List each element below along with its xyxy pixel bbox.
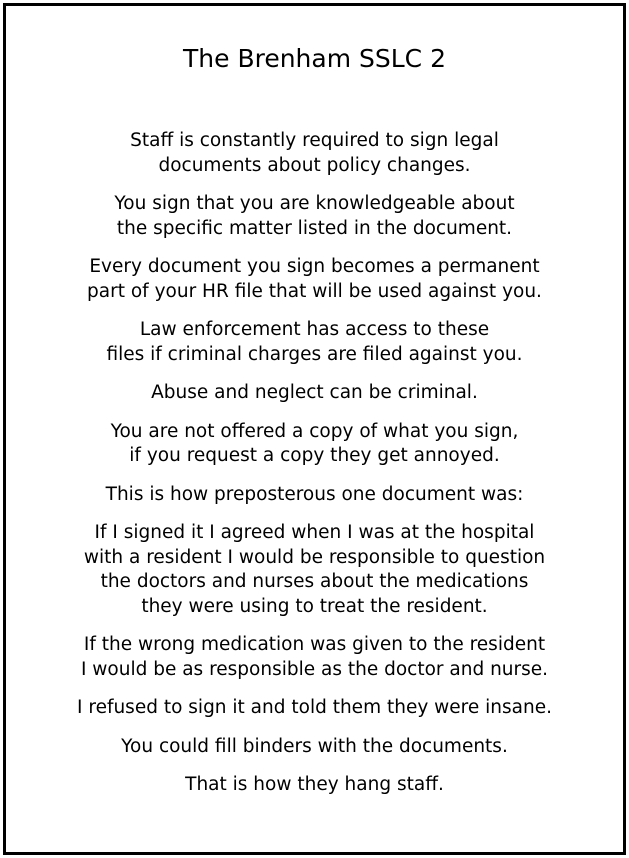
text-line: You are not offered a copy of what you sign, [110, 420, 519, 442]
text-line: the doctors and nurses about the medications [100, 571, 529, 592]
document-title: The Brenham SSLC 2 [183, 44, 446, 73]
text-line: Every document you sign becomes a permanent [89, 256, 540, 277]
paragraph [6, 192, 623, 241]
document-frame [3, 3, 626, 855]
text-line: You could fill binders with the documents. [121, 735, 508, 757]
text-line: That is how they hang staff. [185, 774, 444, 795]
text-line: You sign that you are knowledgeable about [114, 193, 515, 214]
paragraph [6, 129, 623, 178]
paragraph [6, 318, 623, 367]
text-line: If I signed it I agreed when I was at the hospital [94, 522, 535, 543]
paragraph [6, 483, 623, 508]
text-line: I refused to sign it and told them they were insane. [77, 697, 552, 718]
paragraph [6, 381, 623, 406]
paragraph [6, 633, 623, 682]
text-line: they were using to treat the resident. [141, 595, 488, 617]
text-line: If the wrong medication was given to the resident [83, 634, 546, 655]
text-line: Law enforcement has access to these [139, 319, 490, 340]
text-line: Abuse and neglect can be criminal. [151, 382, 478, 403]
paragraph [6, 255, 623, 304]
paragraph [6, 696, 623, 721]
paragraph [6, 735, 623, 760]
paragraph [6, 521, 623, 619]
text-line: with a resident I would be responsible to question [83, 546, 546, 568]
text-line: files if criminal charges are filed against you. [106, 343, 523, 365]
text-line: documents about policy changes. [158, 154, 471, 176]
paragraph [6, 420, 623, 469]
text-line: Staff is constantly required to sign legal [130, 130, 499, 151]
text-line: the specific matter listed in the document. [116, 217, 513, 239]
text-line: if you request a copy they get annoyed. [129, 445, 500, 466]
text-line: I would be as responsible as the doctor and nurse. [80, 658, 549, 680]
text-line: part of your HR file that will be used against you. [87, 280, 542, 302]
document-body [6, 129, 623, 812]
text-line: This is how preposterous one document was: [105, 483, 524, 505]
paragraph [6, 773, 623, 798]
